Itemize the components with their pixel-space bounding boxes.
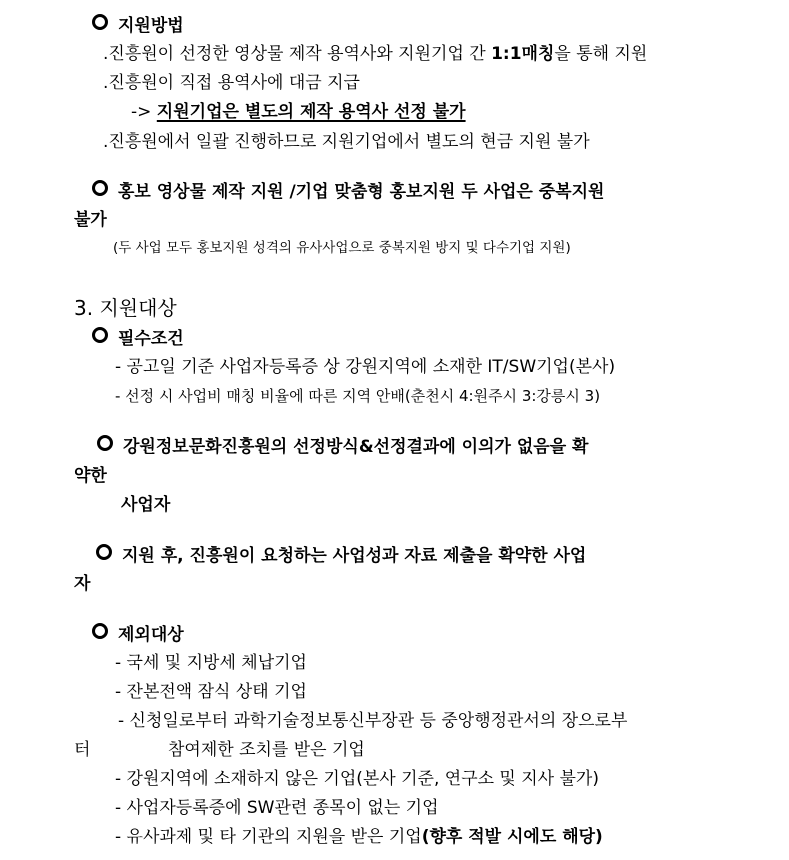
circle-bullet-icon bbox=[97, 435, 113, 451]
circle-bullet-icon bbox=[92, 327, 108, 343]
duplicate-note-text: (두 사업 모두 홍보지원 성격의 유사사업으로 중복지원 방지 및 다수기업 지원) bbox=[113, 240, 571, 256]
excluded-item: - 신청일로부터 과학기술정보통신부장관 등 중앙행정관서의 장으로부 bbox=[118, 711, 628, 731]
circle-bullet-icon bbox=[92, 14, 108, 30]
excluded-item: - 국세 및 지방세 체납기업 bbox=[115, 653, 307, 673]
excluded-item: - 유사과제 및 타 기관의 지원을 받은 기업(향후 적발 시에도 해당) bbox=[115, 827, 603, 847]
circle-bullet-icon bbox=[96, 544, 112, 560]
circle-bullet-icon bbox=[92, 623, 108, 639]
support-method-heading: 지원방법 bbox=[92, 14, 184, 37]
excluded-item-cont: 터 bbox=[74, 740, 91, 760]
excluded-item-cont: 참여제한 조치를 받은 기업 bbox=[168, 740, 365, 760]
excluded-item: - 사업자등록증에 SW관련 종목이 없는 기업 bbox=[115, 798, 439, 818]
agreement-heading: 강원정보문화진흥원의 선정방식&선정결과에 이의가 없음을 확 bbox=[97, 435, 588, 458]
circle-bullet-icon bbox=[92, 180, 108, 196]
excluded-item: - 잔본전액 잠식 상태 기업 bbox=[115, 682, 307, 702]
excluded-item: - 강원지역에 소재하지 않은 기업(본사 기준, 연구소 및 지사 불가) bbox=[115, 769, 599, 789]
result-submission-heading-cont: 자 bbox=[74, 574, 91, 594]
duplicate-note-heading-cont: 불가 bbox=[74, 210, 107, 230]
duplicate-note-heading: 홍보 영상물 제작 지원 /기업 맞춤형 홍보지원 두 사업은 중복지원 bbox=[92, 180, 604, 203]
required-item: - 공고일 기준 사업자등록증 상 강원지역에 소재한 IT/SW기업(본사) bbox=[115, 357, 616, 377]
section-title: 3. 지원대상 bbox=[74, 296, 177, 320]
required-heading: 필수조건 bbox=[92, 327, 184, 350]
required-item: - 선정 시 사업비 매칭 비율에 따른 지역 안배(춘천시 4:원주시 3:강릉시 3) bbox=[115, 387, 601, 405]
support-method-line4: .진흥원에서 일괄 진행하므로 지원기업에서 별도의 현금 지원 불가 bbox=[103, 132, 590, 152]
result-submission-heading: 지원 후, 진흥원이 요청하는 사업성과 자료 제출을 확약한 사업 bbox=[96, 544, 586, 567]
support-method-line3: -> 지원기업은 별도의 제작 용역사 선정 불가 bbox=[131, 102, 466, 122]
support-method-line2: .진흥원이 직접 용역사에 대금 지급 bbox=[103, 73, 360, 93]
agreement-heading-cont: 사업자 bbox=[121, 495, 171, 515]
support-method-line1: .진흥원이 선정한 영상물 제작 용역사와 지원기업 간 1:1매칭을 통해 지원 bbox=[103, 44, 648, 64]
agreement-heading-cont: 약한 bbox=[74, 466, 107, 486]
excluded-heading: 제외대상 bbox=[92, 623, 184, 646]
